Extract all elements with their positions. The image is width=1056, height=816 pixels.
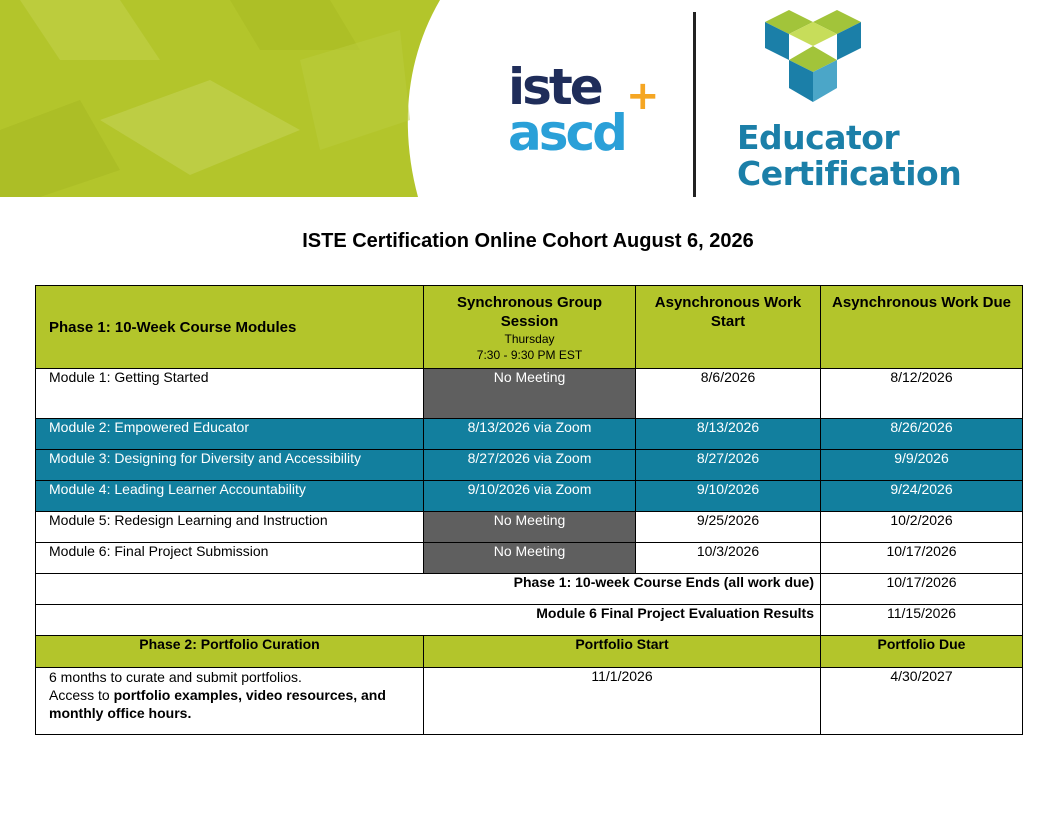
table-row — [36, 450, 1023, 481]
header-sync-time: 7:30 - 9:30 PM EST — [476, 348, 583, 362]
header-sync-day: Thursday — [504, 332, 555, 346]
module-session: 8/27/2026 via Zoom — [424, 450, 636, 481]
module-session: 9/10/2026 via Zoom — [424, 481, 636, 512]
module-name: Module 4: Leading Learner Accountability — [36, 481, 424, 512]
portfolio-description — [36, 668, 424, 735]
module-name: Module 3: Designing for Diversity and Accessibility — [36, 450, 424, 481]
cert-line-1: Educator — [737, 118, 900, 157]
module-due: 10/17/2026 — [821, 543, 1023, 574]
table-row — [36, 574, 1023, 605]
module-start: 8/6/2026 — [636, 369, 821, 419]
header-sync-session — [424, 286, 636, 369]
certification-cube-icon — [765, 10, 861, 102]
header-sync-title: Synchronous Group Session — [456, 294, 602, 330]
header-phase1: Phase 1: 10-Week Course Modules — [36, 286, 424, 369]
header-async-start: Asynchronous Work Start — [636, 286, 821, 369]
portfolio-desc-line1: 6 months to curate and submit portfolios. — [49, 669, 302, 685]
module-due: 9/9/2026 — [821, 450, 1023, 481]
module-name: Module 1: Getting Started — [36, 369, 424, 419]
portfolio-start-label: Portfolio Start — [424, 636, 821, 668]
module-name: Module 6: Final Project Submission — [36, 543, 424, 574]
logo-iste-text: iste — [508, 58, 601, 116]
table-row — [36, 369, 1023, 419]
module-start: 9/25/2026 — [636, 512, 821, 543]
module-due: 9/24/2026 — [821, 481, 1023, 512]
iste-ascd-logo — [508, 58, 660, 162]
logo-ascd-text: ascd — [508, 104, 625, 162]
table-header-row — [36, 286, 1023, 369]
module-start: 10/3/2026 — [636, 543, 821, 574]
module-name: Module 5: Redesign Learning and Instruction — [36, 512, 424, 543]
table-row — [36, 481, 1023, 512]
module-session: No Meeting — [424, 543, 636, 574]
portfolio-due-date: 4/30/2027 — [821, 668, 1023, 735]
phase2-header-row — [36, 636, 1023, 668]
portfolio-due-label: Portfolio Due — [821, 636, 1023, 668]
table-row — [36, 512, 1023, 543]
module-session: No Meeting — [424, 512, 636, 543]
phase1-end-date: 10/17/2026 — [821, 574, 1023, 605]
schedule-table — [35, 285, 1023, 735]
module-due: 8/26/2026 — [821, 419, 1023, 450]
portfolio-resources-text: portfolio examples, video resources, and monthly office hours. — [49, 687, 386, 721]
module-session: No Meeting — [424, 369, 636, 419]
module-due: 10/2/2026 — [821, 512, 1023, 543]
header-async-due: Asynchronous Work Due — [821, 286, 1023, 369]
table-row — [36, 419, 1023, 450]
logo-divider — [693, 12, 696, 197]
educator-certification-logo-text — [737, 120, 961, 192]
module-name: Module 2: Empowered Educator — [36, 419, 424, 450]
module-due: 8/12/2026 — [821, 369, 1023, 419]
table-row — [36, 605, 1023, 636]
evaluation-results-date: 11/15/2026 — [821, 605, 1023, 636]
module-start: 8/13/2026 — [636, 419, 821, 450]
portfolio-desc-access — [49, 686, 415, 722]
table-row — [36, 668, 1023, 735]
portfolio-start-date: 11/1/2026 — [424, 668, 821, 735]
phase2-title: Phase 2: Portfolio Curation — [36, 636, 424, 668]
header-banner — [0, 0, 1056, 197]
module-session: 8/13/2026 via Zoom — [424, 419, 636, 450]
cert-line-2: Certification — [737, 154, 962, 193]
portfolio-access-text: Access to — [49, 687, 114, 703]
module-start: 8/27/2026 — [636, 450, 821, 481]
phase1-end-label: Phase 1: 10-week Course Ends (all work due) — [36, 574, 821, 605]
module-start: 9/10/2026 — [636, 481, 821, 512]
page-title: ISTE Certification Online Cohort August 6, 2026 — [302, 230, 754, 252]
table-row — [36, 543, 1023, 574]
evaluation-results-label: Module 6 Final Project Evaluation Results — [36, 605, 821, 636]
logo-plus-icon: + — [626, 73, 660, 119]
